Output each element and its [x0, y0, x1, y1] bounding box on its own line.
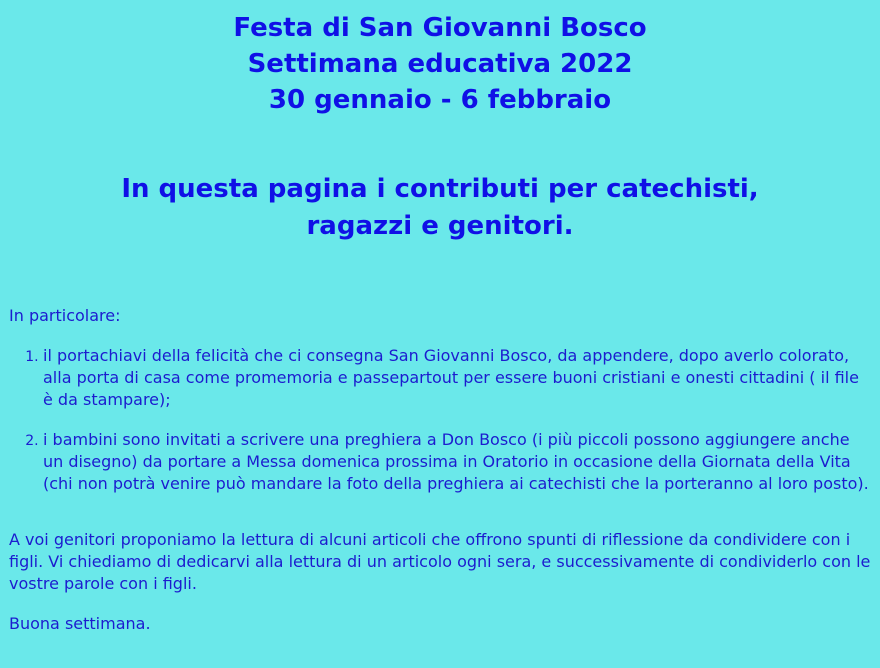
- title-line-3: 30 gennaio - 6 febbraio: [268, 85, 612, 115]
- contributions-list: [9, 345, 871, 495]
- page-subtitle: [9, 171, 871, 245]
- intro-text: In particolare:: [9, 306, 121, 325]
- page-title: [9, 10, 871, 118]
- subtitle-line-2: ragazzi e genitori.: [306, 211, 574, 241]
- subtitle-line-1: In questa pagina i contributi per catechisti,: [121, 174, 759, 204]
- list-item: 1. il portachiavi della felicità che ci consegna San Giovanni Bosco, da appendere, dopo averlo colorato, alla porta di casa come promemoria e passepartout per essere buoni cristiani e onesti cittadini ( il file è da stampare);: [43, 345, 871, 411]
- title-line-1: Festa di San Giovanni Bosco: [233, 13, 647, 43]
- closing-text: Buona settimana.: [9, 614, 151, 633]
- title-line-2: Settimana educativa 2022: [247, 49, 633, 79]
- parents-paragraph: A voi genitori proponiamo la lettura di alcuni articoli che offrono spunti di riflessione da condividere con i figli. Vi chiediamo di dedicarvi alla lettura di un articolo ogni sera, e successivamente di condividerlo con le vostre parole con i figli.: [9, 530, 871, 593]
- list-item: 2. i bambini sono invitati a scrivere una preghiera a Don Bosco (i più piccoli possono aggiungere anche un disegno) da portare a Messa domenica prossima in Oratorio in occasione della Giornata della Vita (chi non potrà venire può mandare la foto della preghiera ai catechisti che la porteranno al loro posto).: [43, 429, 871, 495]
